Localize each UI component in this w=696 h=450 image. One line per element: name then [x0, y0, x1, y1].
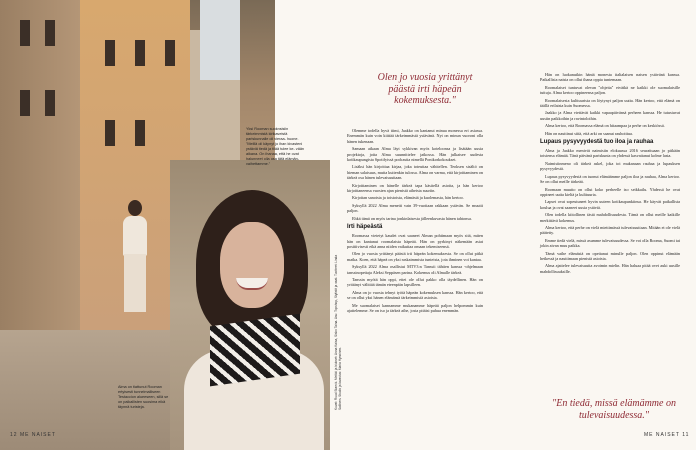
- paragraph: Alma kertoo, että perhe on vielä miettimässä tulevaisuuttaan. Mitään ei ole vielä päätetty.: [540, 224, 680, 236]
- paragraph: Alma on jo vuosia tehnyt työtä häpeän kokemuksen kanssa. Hän kertoo, että se on ollut yksi hänen elämänsä tärkeimmistä asioista.: [347, 289, 483, 301]
- paragraph: Lupaus pysyvyydestä on tuonut elämäämme paljon iloa ja rauhaa, Alma kertoo. Se on ollut meille tärkeää.: [540, 173, 680, 185]
- paragraph: Lapset ovat sopeutuneet hyvin uuteen kotikaupunkiinsa. He käyvät paikallista koulua ja ovat saaneet uusia ystäviä.: [540, 199, 680, 210]
- paragraph: Tanssin myötä hän oppi, ettei ole ollut pakko olla täydellinen. Hän on yrittänyt välittää tämän eteenpäin lapsilleen.: [347, 276, 483, 288]
- paragraph: Olen todella kiitollinen tästä mahdollisuudesta. Tämä on ollut meille kaikille merkittävä kokemus.: [540, 212, 680, 223]
- window: [45, 20, 55, 46]
- scarf: [210, 314, 300, 387]
- window: [45, 90, 55, 116]
- subheading-irti-hapeasta: Irti häpeästä: [347, 224, 383, 231]
- folio-left: 12 ME NAISET: [10, 432, 56, 438]
- paragraph: Naimisiinmeno oli tärkeä askel, joka toi mukanaan rauhaa ja lupauksen pysyvyydestä.: [540, 160, 680, 172]
- paragraph: Hän on nauttinut siitä, että arki on saanut rauhoittua.: [545, 130, 633, 136]
- paragraph: Kirjoittaminen on hänelle tärkeä tapa käsitellä asioita, ja hän kertoo kirjoittaneensa vuosien ajan pienistä aiheista suuriin.: [347, 182, 483, 194]
- paragraph: Tämä vaihe elämästä on opettanut minulle paljon. Olen oppinut elämään hetkessä ja nauttimaan pienistä asioista.: [540, 250, 680, 261]
- paragraph: Alma ja Jaakko menivät naimisiin elokuussa 2016 seurattuaan jo pitkään toistensa elämää. Tänä päivänä pariskunta on yhdessä kasvattanut kolme lasta.: [540, 148, 680, 159]
- paragraph: Emme tiedä vielä, missä asumme tulevaisuudessa. Se voi olla Rooma, Suomi tai jokin aivan muu paikka.: [540, 237, 680, 249]
- woman-walking-figure: [118, 200, 152, 320]
- paragraph: Syksyllä 2022 Alma osallistui MTV3:n Tanssii tähtien kanssa -ohjelmaan tanssinopettaja Aleksi Seppäsen parina. Kokemus oli Almalle tärkeä.: [347, 264, 483, 275]
- window: [165, 40, 175, 66]
- window: [20, 20, 30, 46]
- paragraph: Alma ajattelee tulevaisuutta avoimin mielin. Hän haluaa pitää ovet auki uusille mahdollisuuksille.: [540, 263, 680, 274]
- paragraph: Samaan aikaan Alma läyt sykkivan myös koteloonsa ja lisätään uusia projektoja, joita Alma suunnittelee jatkossa. Hän julkaisee uudesta kotikaupungista Spotifyissä podcastia nimellä Ponikorkokoukset.: [347, 146, 483, 163]
- paragraph: Roomalaiset tuntuvat olevan "ohjeita" eivätkä ne kaikki ole suomalaisille tuttuja. Alma kertoo oppineensa paljon.: [540, 84, 680, 96]
- paragraph: Olen jo vuosia yrittänyt päästä irti häpeän kokemuksesta. Se on ollut pitkä matka. Koen, että häpeä on yksi raskaimmista tunteista, jota ihminen voi kantaa.: [347, 251, 483, 262]
- sky: [200, 0, 240, 80]
- pullquote-bottom: "En tiedä, missä elämämme on tulevaisuudessa.": [552, 398, 676, 421]
- paragraph: Alma kertoo, että Roomassa elämä on hitaampaa ja perhe on keskiössä.: [545, 123, 665, 129]
- paragraph: Me suomalaiset kannamme mukanamme häpeää paljon helpommin kuin ajattelemme. Se on iso ja tärkeä aihe, josta pitäisi puhua enemmän.: [347, 302, 483, 313]
- paragraph: Ehkä tämä on myös tarina jonkinlaisesta jälleenkuvasta hänen tahtonsa.: [352, 215, 472, 221]
- portrait-photo: [170, 160, 330, 450]
- folio-right: ME NAISET 11: [644, 432, 690, 438]
- window: [20, 90, 30, 116]
- text-column-2: [540, 72, 680, 276]
- paragraph: Roomalaisesta kulttuurista on löytynyt paljon uutta. Hän kertoo, että elämä on täällä erilaista kuin Suomessa.: [540, 97, 680, 109]
- paragraph: Roomaan muutto on ollut koko perheelle iso seikkailu. Yhdessä he ovat oppineet uutta kieltä ja kulttuuria.: [540, 186, 680, 197]
- paragraph: Lisäksi hän kirjoittaa kirjaa, joka toteuttaa vähitellen. Teoksen sisältö on hieman salaisuus, mutta kuitenkin tulossa. Alma on varma, että kirjoittaminen on tärkeä osa hänen tulevaisuuttaan.: [347, 164, 483, 181]
- paragraph: Jaakko ja Alma viettävät kaikki vapaapäivänsä perheen kanssa. He tutustuvat uusiin paikkoihin ja ravintoloihin.: [540, 110, 680, 121]
- window: [105, 120, 115, 146]
- caption-bottom: Alma on tiattunut Rooman ertyisesti tunnelmalliseen Testaccion alueeseen, sillä se on paikallisten suosima eikä täynnä turisteja.: [118, 385, 169, 409]
- paragraph: Roomassa vietetyt kaudet ovat saaneet Alman pohtimaan myös sitä, miten hän on kantanut roomalaista häpeää. Hän on pyrkinyt näkemään asiat positiivisesti eikä anna niiden vaikuttaa omaan tekemiseensä.: [347, 233, 483, 249]
- pullquote-top-text: Olen jo vuosia yrittänyt päästä irti häpeän kokemuksesta.": [377, 72, 473, 106]
- window: [105, 40, 115, 66]
- paragraph: Olemme todella hyvä tiimi, Jaakko on kantanut minua monessa eri asiassa. Enemmän kuin voin kiittää tärkeimmästä ystävänä. Nyt on minun vuoroni olla hänen tukenaan.: [347, 128, 483, 144]
- window: [135, 120, 145, 146]
- caption-top: Yksi Rooman suoknsisiin tärkeimmistä kirikaveistä pariskunnalle oli vieraa- huone. "Meillä oli käynyt jo ihan kivasteni ystäviä tiedä ja tiiää tulee ke- vään aikana. On ihanaa, että he ovat halunneet olla osa tätä elämän- vaihettamme.": [246, 127, 305, 166]
- window: [135, 40, 145, 66]
- paragraph: Syksyllä 2022 Alma menetti vain 39-vuotiaan rakkaan ystävän. Se muutti paljon.: [347, 202, 483, 214]
- pullquote-top: [368, 72, 482, 107]
- photo-credit: Kuvat: Ruud Staeck. Meikki ja hiukset: Anna Kaisa, Sisko Taina. Asu: Topshop, Stylistit ja vaat. Tuotteet: Linda Sallinen. Studio ja lavastus: Maria Hynninen.: [334, 254, 342, 410]
- paragraph: Kirjoitan sanoista ja toistoista, elämästä ja kuolemasta, hän kertoo.: [352, 195, 464, 201]
- paragraph: Hän on luokanutkin häntä monesta italialaisen naisen ystävänä kanssa. Paikallisia naisia on ollut ihana oppia tuntemaan.: [540, 72, 680, 83]
- subheading-lupaus: Lupaus pysyvyydestä tuo iloa ja rauhaa: [540, 139, 654, 146]
- text-column-1: [347, 128, 483, 315]
